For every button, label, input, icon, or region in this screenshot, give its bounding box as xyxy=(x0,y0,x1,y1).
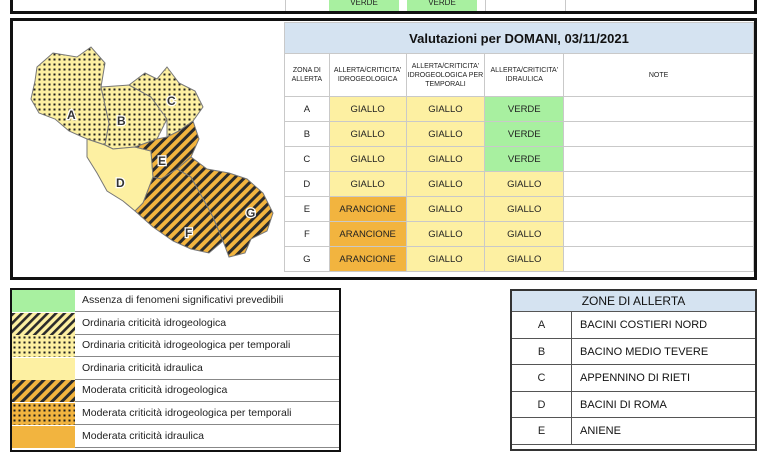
zone-row xyxy=(512,418,755,445)
legend-label: Assenza di fenomeni significativi prevedibili xyxy=(82,294,284,306)
zone-name: BACINI DI ROMA xyxy=(580,398,667,411)
legend-swatch xyxy=(12,335,75,356)
zone-row xyxy=(512,312,755,339)
legend-box xyxy=(10,288,341,452)
legend-swatch xyxy=(12,313,75,334)
evaluation-row xyxy=(285,97,754,122)
map-label-c: C xyxy=(167,94,176,108)
map-label-a: A xyxy=(67,108,76,122)
evaluation-row xyxy=(285,122,754,147)
zone-code-cell: E xyxy=(285,197,330,222)
idraulica-cell: GIALLO xyxy=(485,197,564,222)
zone-code-cell: G xyxy=(285,247,330,272)
zone-row xyxy=(512,365,755,392)
map-label-b: B xyxy=(117,114,126,128)
legend-swatch xyxy=(12,403,75,424)
idraulica-cell: VERDE xyxy=(485,122,564,147)
zone-table xyxy=(510,289,757,451)
evaluation-row xyxy=(285,147,754,172)
note-cell xyxy=(564,97,754,122)
legend-swatch xyxy=(12,426,75,447)
legend-item xyxy=(12,313,339,335)
evaluation-panel xyxy=(10,18,757,280)
idraulica-cell: GIALLO xyxy=(485,247,564,272)
zone-code-cell: C xyxy=(285,147,330,172)
zone-code: A xyxy=(512,312,572,338)
idrogeologica-cell: ARANCIONE xyxy=(329,222,406,247)
header-idraulica: ALLERTA/CRITICITA' IDRAULICA xyxy=(485,54,564,97)
legend-item xyxy=(12,335,339,357)
evaluation-table xyxy=(284,22,754,272)
idrogeologica-cell: ARANCIONE xyxy=(329,247,406,272)
idraulica-cell: VERDE xyxy=(485,147,564,172)
idrogeologica-cell: GIALLO xyxy=(329,122,406,147)
zone-name: ANIENE xyxy=(580,425,621,437)
zone-row xyxy=(512,339,755,366)
header-idrogeologica: ALLERTA/CRITICITA' IDROGEOLOGICA xyxy=(329,54,406,97)
zone-code: D xyxy=(512,392,572,418)
zone-code: C xyxy=(512,365,572,391)
temporali-cell: GIALLO xyxy=(406,147,485,172)
map-svg xyxy=(17,27,285,275)
note-cell xyxy=(564,172,754,197)
header-zona: ZONA DI ALLERTA xyxy=(285,54,330,97)
map-label-f: F xyxy=(185,226,193,240)
note-cell xyxy=(564,222,754,247)
zone-code: B xyxy=(512,339,572,365)
legend-label: Ordinaria criticità idraulica xyxy=(82,361,203,374)
legend-item xyxy=(12,380,339,402)
zone-row xyxy=(512,392,755,419)
temporali-cell: GIALLO xyxy=(406,247,485,272)
header-note: NOTE xyxy=(564,54,754,97)
note-cell xyxy=(564,147,754,172)
zone-name: APPENNINO DI RIETI xyxy=(580,372,691,384)
idraulica-cell: VERDE xyxy=(485,97,564,122)
idrogeologica-cell: GIALLO xyxy=(329,97,406,122)
header-temporali: ALLERTA/CRITICITA' IDROGEOLOGICA PER TEMPORALI xyxy=(406,54,485,97)
legend-label: Moderata criticità idrogeologica per temporali xyxy=(82,407,292,419)
legend-label: Ordinaria criticità idrogeologica per temporali xyxy=(82,339,291,352)
previous-cell-verde-1: VERDE xyxy=(329,0,399,11)
zone-code-cell: B xyxy=(285,122,330,147)
idraulica-cell: GIALLO xyxy=(485,222,564,247)
map-label-g: G xyxy=(246,206,256,220)
legend-label: Ordinaria criticità idrogeologica xyxy=(82,316,227,329)
zone-name: BACINI COSTIERI NORD xyxy=(580,319,708,331)
idrogeologica-cell: ARANCIONE xyxy=(329,197,406,222)
note-cell xyxy=(564,122,754,147)
zone-code-cell: A xyxy=(285,97,330,122)
legend-item xyxy=(12,358,339,380)
idrogeologica-cell: GIALLO xyxy=(329,172,406,197)
zone-code-cell: D xyxy=(285,172,330,197)
temporali-cell: GIALLO xyxy=(406,172,485,197)
evaluation-row xyxy=(285,247,754,272)
idraulica-cell: GIALLO xyxy=(485,172,564,197)
legend-item xyxy=(12,426,339,448)
evaluation-row xyxy=(285,222,754,247)
temporali-cell: GIALLO xyxy=(406,197,485,222)
previous-table-remnant xyxy=(10,0,757,14)
temporali-cell: GIALLO xyxy=(406,122,485,147)
zone-code-cell: F xyxy=(285,222,330,247)
previous-cell-verde-2: VERDE xyxy=(407,0,477,11)
evaluation-row xyxy=(285,197,754,222)
legend-label: Moderata criticità idrogeologica xyxy=(82,384,228,397)
legend-swatch xyxy=(12,380,75,401)
idrogeologica-cell: GIALLO xyxy=(329,147,406,172)
temporali-cell: GIALLO xyxy=(406,222,485,247)
legend-swatch xyxy=(12,290,75,311)
map-label-d: D xyxy=(116,176,125,190)
note-cell xyxy=(564,247,754,272)
map-zone-d xyxy=(87,139,153,211)
zone-code: E xyxy=(512,418,572,444)
lazio-alert-map xyxy=(17,27,285,275)
temporali-cell: GIALLO xyxy=(406,97,485,122)
note-cell xyxy=(564,197,754,222)
legend-swatch xyxy=(12,358,75,379)
map-zone-a xyxy=(31,47,109,145)
legend-label: Moderata criticità idraulica xyxy=(82,429,204,442)
evaluation-row xyxy=(285,172,754,197)
evaluation-title: Valutazioni per DOMANI, 03/11/2021 xyxy=(285,23,754,54)
map-label-e: E xyxy=(158,154,167,168)
zone-table-title: ZONE DI ALLERTA xyxy=(512,291,755,312)
legend-item xyxy=(12,403,339,425)
legend-item xyxy=(12,290,339,312)
zone-name: BACINO MEDIO TEVERE xyxy=(580,345,709,358)
